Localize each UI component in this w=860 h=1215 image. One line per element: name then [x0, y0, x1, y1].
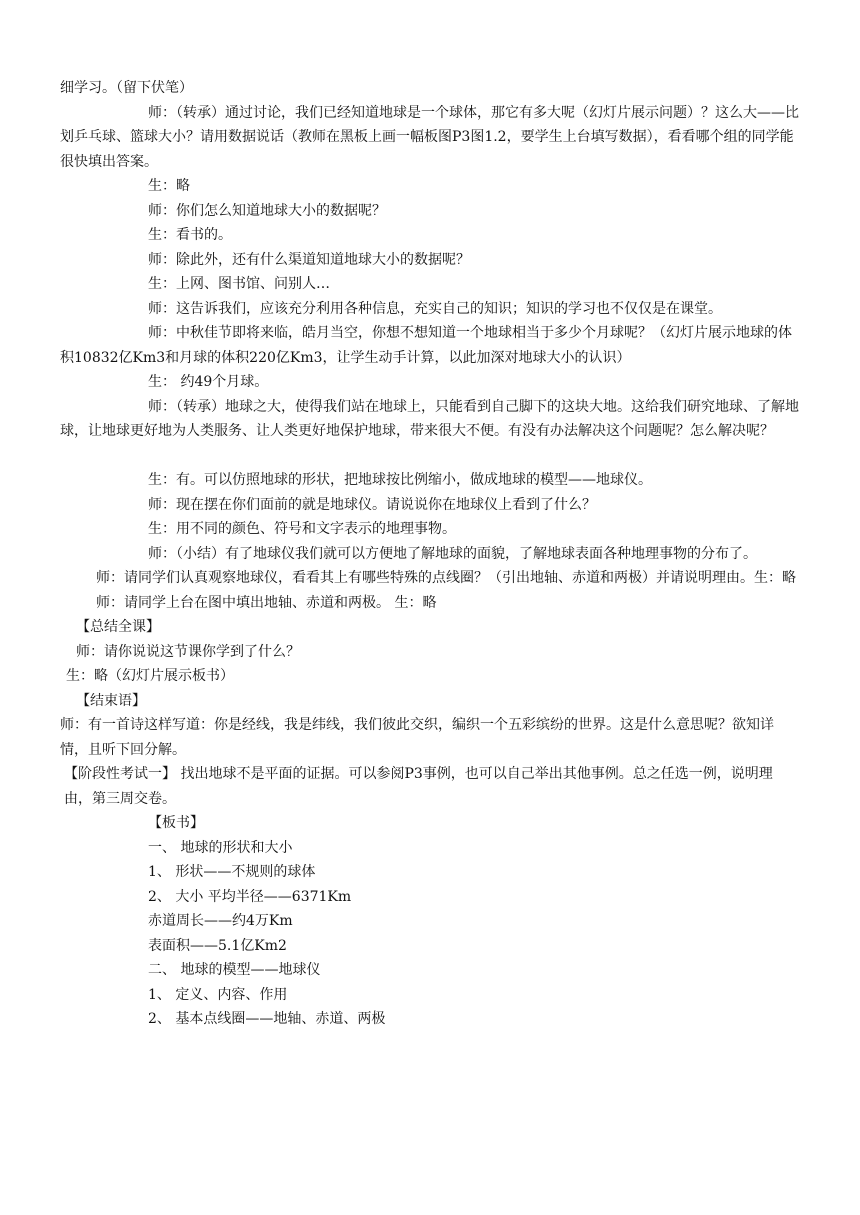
paragraph: 生：有。可以仿照地球的形状，把地球按比例缩小，做成地球的模型——地球仪。	[148, 472, 652, 488]
paragraph: 师：（转承）通过讨论，我们已经知道地球是一个球体，那它有多大呢（幻灯片展示问题）？这么大——比划乒乓球、篮球大小？请用数据说话（教师在黑板上画一幅板图P3图1.2，要学生上台填写数据），看看哪个组的同学能很快填出答案。	[60, 104, 799, 170]
board-item: 一、 地球的形状和大小	[148, 839, 293, 856]
paragraph: 师：中秋佳节即将来临，皓月当空，你想不想知道一个地球相当于多少个月球呢？（幻灯片展示地球的体积10832亿Km3和月球的体积220亿Km3，让学生动手计算，以此加深对地球大小的认识）	[60, 325, 792, 366]
paragraph: 师：你们怎么知道地球大小的数据呢？	[148, 202, 386, 219]
board-item: 2、 基本点线圈——地轴、赤道、两极	[148, 1011, 386, 1027]
paragraph: 师：（小结）有了地球仪我们就可以方便地了解地球的面貌，了解地球表面各种地理事物的分布了。	[148, 545, 757, 562]
paragraph: 师：有一首诗这样写道：你是经线，我是纬线，我们彼此交织，编织一个五彩缤纷的世界。这是什么意思呢？欲知详情，且听下回分解。	[60, 717, 774, 758]
paragraph: 生：看书的。	[148, 227, 232, 243]
paragraph: 生：略（幻灯片展示板书）	[66, 668, 234, 684]
board-title: 【板书】	[148, 815, 204, 831]
board-item: 1、 形状——不规则的球体	[148, 864, 316, 880]
paragraph: 师：这告诉我们，应该充分利用各种信息，充实自己的知识；知识的学习也不仅仅是在课堂。	[148, 300, 722, 317]
blank-line	[60, 444, 800, 469]
blackboard-summary	[60, 811, 800, 1032]
paragraph: 生： 约49个月球。	[148, 374, 269, 390]
paragraph: 生：用不同的颜色、符号和文字表示的地理事物。	[148, 521, 456, 537]
paragraph: 师：现在摆在你们面前的就是地球仪。请说说你在地球仪上看到了什么？	[148, 496, 596, 513]
paragraph: 师：请同学上台在图中填出地轴、赤道和两极。 生：略	[96, 594, 437, 611]
board-item: 二、 地球的模型——地球仪	[148, 962, 321, 978]
section-heading: 【总结全课】	[76, 619, 160, 635]
board-item: 2、 大小 平均半径——6371Km	[148, 888, 352, 905]
paragraph: 生：略	[148, 178, 190, 194]
board-item: 1、 定义、内容、作用	[148, 986, 288, 1003]
paragraph: 师：（转承）地球之大，使得我们站在地球上，只能看到自己脚下的这块大地。这给我们研究地球、了解地球，让地球更好地为人类服务、让人类更好地保护地球，带来很大不便。有没有办法解决这个问题呢？怎么解决呢？	[60, 398, 799, 439]
paragraph: 生：上网、图书馆、问别人…	[148, 276, 330, 292]
lesson-text	[60, 76, 800, 1032]
section-heading: 【结束语】	[76, 692, 146, 709]
board-item: 赤道周长——约4万Km	[148, 913, 293, 929]
paragraph: 细学习。（留下伏笔）	[60, 80, 193, 96]
paragraph: 师：除此外，还有什么渠道知道地球大小的数据呢？	[148, 251, 470, 268]
paragraph: 【阶段性考试一】 找出地球不是平面的证据。可以参阅P3事例，也可以自己举出其他事例。总之任选一例，说明理由，第三周交卷。	[64, 766, 773, 807]
paragraph: 师：请你说说这节课你学到了什么？	[76, 643, 300, 660]
board-item: 表面积——5.1亿Km2	[148, 937, 287, 954]
paragraph: 师：请同学们认真观察地球仪，看看其上有哪些特殊的点线圈？（引出地轴、赤道和两极）并请说明理由。生：略	[96, 570, 796, 586]
